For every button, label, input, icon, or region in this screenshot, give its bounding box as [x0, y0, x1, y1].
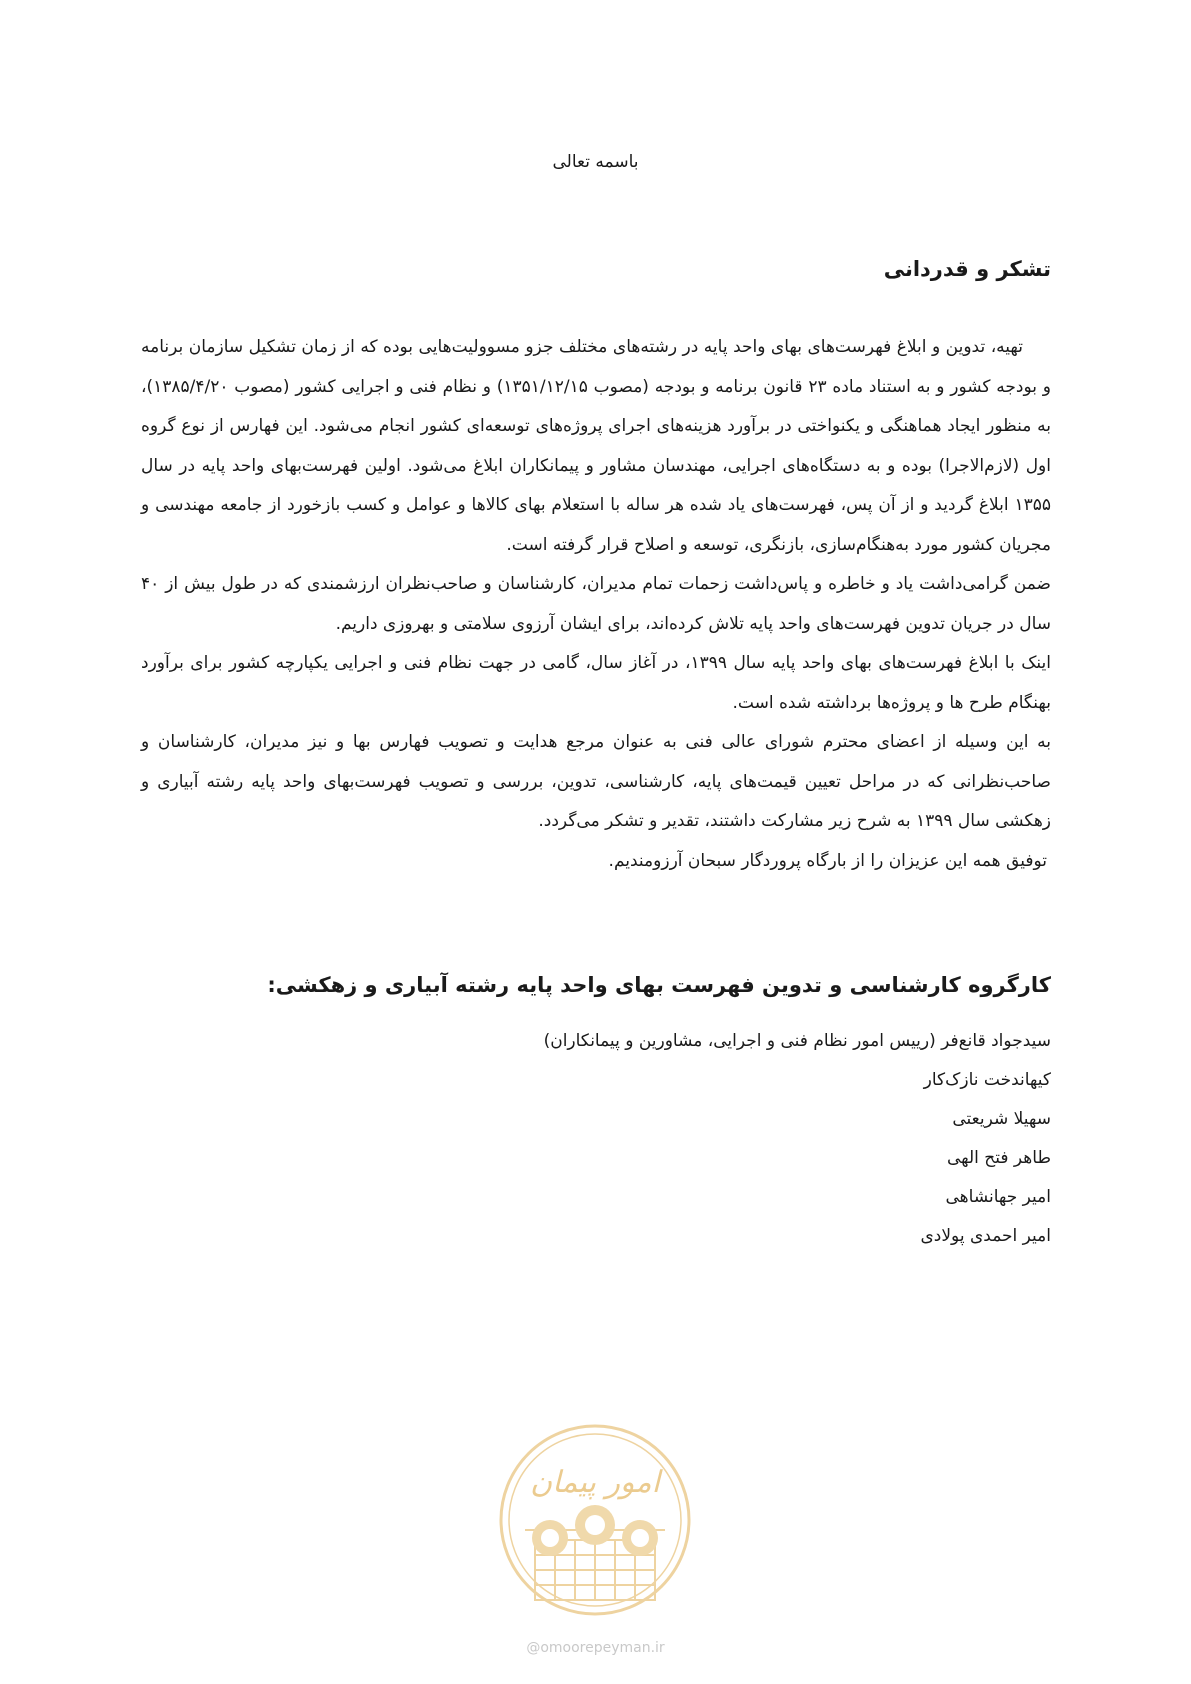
team-member: سیدجواد قانع‌فر (رییس امور نظام فنی و اجرایی، مشاورین و پیمانکاران) — [543, 1031, 1051, 1051]
paragraph: اینک با ابلاغ فهرست‌های بهای واحد پایه سال ۱۳۹۹، در آغاز سال، گامی در جهت نظام فنی و اجرایی یکپارچه کشور برای برآورد بهنگام طرح ها و پروژه‌ها برداشته شده است. — [141, 653, 1051, 713]
paragraph: ضمن گرامی‌داشت یاد و خاطره و پاس‌داشت زحمات تمام مدیران، کارشناسان و صاحب‌نظران ارزشمندی که در طول بیش از ۴۰ سال در جریان تدوین فهرست‌های واحد پایه تلاش کرده‌اند، برای ایشان آرزوی سلامتی و بهروزی داریم. — [141, 574, 1051, 634]
closing-paragraph: توفیق همه این عزیزان را از بارگاه پروردگار سبحان آرزومندیم. — [608, 850, 1047, 871]
watermark-logo-text: امور پیمان — [530, 1465, 660, 1500]
team-member: سهیلا شریعتی — [952, 1109, 1051, 1129]
watermark-logo — [495, 1420, 695, 1620]
team-member: طاهر فتح الهی — [946, 1148, 1051, 1168]
watermark-url: @omoorepeyman.ir — [526, 1640, 665, 1656]
team-title: کارگروه کارشناسی و تدوین فهرست بهای واحد پایه رشته آبیاری و زهکشی: — [267, 973, 1051, 997]
team-member: امیر احمدی پولادی — [920, 1226, 1051, 1246]
paragraph: به این وسیله از اعضای محترم شورای عالی فنی به عنوان مرجع هدایت و تصویب فهارس بها و نیز مدیران، کارشناسان و صاحب‌نظرانی که در مراحل تعیین قیمت‌های پایه، کارشناسی، تدوین، بررسی و تصویب فهرست‌بهای واحد پایه رشته آبیاری و زهکشی سال ۱۳۹۹ به شرح زیر مشارکت داشتند، تقدیر و تشکر می‌گردد. — [141, 732, 1051, 831]
watermark-seal-icon — [495, 1420, 695, 1620]
acknowledgement-body — [141, 328, 1051, 881]
acknowledgement-title: تشکر و قدردانی — [883, 257, 1051, 281]
team-member: امیر جهانشاهی — [945, 1187, 1051, 1207]
team-member: کیهاندخت نازک‌کار — [923, 1070, 1051, 1090]
team-members-list — [141, 1022, 1051, 1256]
basmala: باسمه تعالی — [552, 152, 639, 172]
paragraph: تهیه، تدوین و ابلاغ فهرست‌های بهای واحد پایه در رشته‌های مختلف جزو مسوولیت‌هایی بوده که از زمان تشکیل سازمان برنامه و بودجه کشور و به استناد ماده ۲۳ قانون برنامه و بودجه (مصوب ۱۳۵۱/۱۲/۱۵) و نظام فنی و اجرایی کشور (مصوب ۱۳۸۵/۴/۲۰)، به منظور ایجاد هماهنگی و یکنواختی در برآورد هزینه‌های اجرای پروژه‌های توسعه‌ای کشور انجام می‌شود. این فهارس از نوع گروه اول (لازم‌الاجرا) بوده و به دستگاه‌های اجرایی، مهندسان مشاور و پیمانکاران ابلاغ می‌شود. اولین فهرست‌بهای واحد پایه در سال ۱۳۵۵ ابلاغ گردید و از آن پس، فهرست‌های یاد شده هر ساله با استعلام بهای کالاها و عوامل و کسب بازخورد از جامعه مهندسی و مجریان کشور مورد به‌هنگام‌سازی، بازنگری، توسعه و اصلاح قرار گرفته است. — [141, 337, 1052, 555]
